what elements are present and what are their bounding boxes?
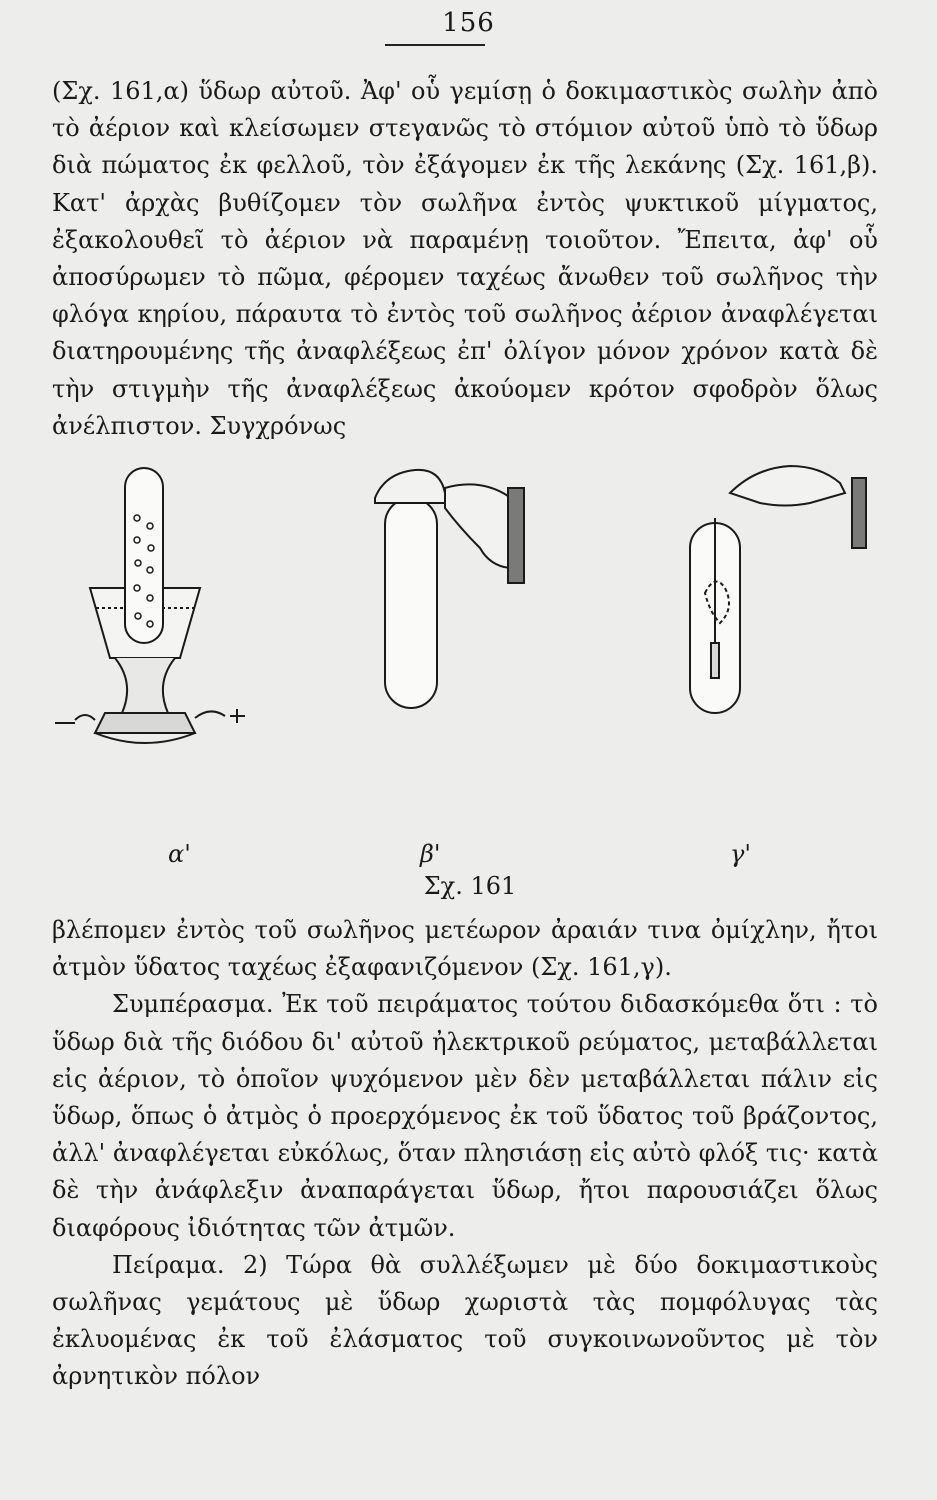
paragraph-experiment-2: Πείραμα. 2) Τώρα θὰ συλλέξωμεν μὲ δύο δοκιμαστικοὺς σωλῆνας γεμάτους μὲ ὕδωρ χωριστὰ τὰς πομφόλυγας τὰς ἐκλυομένας ἐκ τοῦ ἐλάσματος τοῦ συγκοινωνοῦντος μὲ τὸν ἀρνητικὸν πόλον — [52, 1250, 878, 1391]
figure-label-a: α' — [168, 840, 191, 868]
figure-label-b: β' — [420, 840, 441, 868]
figure-caption: Σχ. 161 — [423, 872, 517, 900]
open-test-tube-fog-illustration — [690, 466, 866, 713]
closed-test-tube-illustration — [375, 470, 524, 708]
electrolysis-apparatus-illustration — [55, 468, 245, 743]
paragraph-1: (Σχ. 161,α) ὕδωρ αὐτοῦ. Ἀφ' οὗ γεμίσῃ ὁ δοκιμαστικὸς σωλὴν ἀπὸ τὸ ἀέριον καὶ κλείσωμεν στεγανῶς τὸ στόμιον αὐτοῦ ὑπὸ τὸ ὕδωρ διὰ πώματος ἐκ φελλοῦ, τὸν ἐξάγομεν ἐκ τῆς λεκάνης (Σχ. 161,β). Κατ' ἀρχὰς βυθίζομεν τὸν σωλῆνα ἐντὸς ψυκτικοῦ μίγματος, ἐξακολουθεῖ τὸ ἀέριον νὰ παραμένῃ τοιοῦτον. Ἔπειτα, ἀφ' οὗ ἀποσύρωμεν τὸ πῶμα, φέρομεν ταχέως ἄνωθεν τοῦ σωλῆνος τὴν φλόγα κηρίου, πάραυτα τὸ ἐντὸς τοῦ σωλῆνος ἀέριον ἀναφλέγεται διατηρουμένης τῆς ἀναφλέξεως ἐπ' ὀλίγον μόνον χρόνον κατὰ δὲ τὴν στιγμὴν τῆς ἀναφλέξεως ἀκούομεν κρότον σφοδρὸν ὅλως ἀνέλπιστον. Συγχρόνως — [52, 77, 878, 440]
figure-label-c: γ' — [730, 840, 751, 868]
text-after-figure — [52, 912, 878, 1396]
paragraph-conclusion: Συμπέρασμα. Ἐκ τοῦ πειράματος τούτου διδασκόμεθα ὅτι : τὸ ὕδωρ διὰ τῆς διόδου δι' αὐτοῦ ἠλεκτρικοῦ ρεύματος, μεταβάλλεται εἰς ἀέριον, τὸ ὁποῖον ψυχόμενον μὲν δὲν μεταβάλλεται πάλιν εἰς ὕδωρ, ὅπως ὁ ἀτμὸς ὁ προερχόμενος ἐκ τοῦ ὕδατος τοῦ βράζοντος, ἀλλ' ἀναφλέγεται εὐκόλως, ὅταν πλησιάσῃ εἰς αὐτὸ φλόξ τις· κατὰ δὲ τὴν ἀνάφλεξιν ἀναπαράγεται ὕδωρ, ἤτοι παρουσιάζει ὅλως διαφόρους ἰδιότητας τῶν ἀτμῶν. — [52, 990, 878, 1242]
page-number-rule — [385, 44, 485, 46]
figure-161 — [40, 448, 900, 908]
paragraph-2: βλέπομεν ἐντὸς τοῦ σωλῆνος μετέωρον ἀραιάν τινα ὀμίχλην, ἤτοι ἀτμὸν ὕδατος ταχέως ἐξαφανιζόμενον (Σχ. 161,γ). — [52, 916, 878, 982]
figure-illustrations — [40, 448, 900, 868]
page-number: 156 — [442, 8, 495, 38]
